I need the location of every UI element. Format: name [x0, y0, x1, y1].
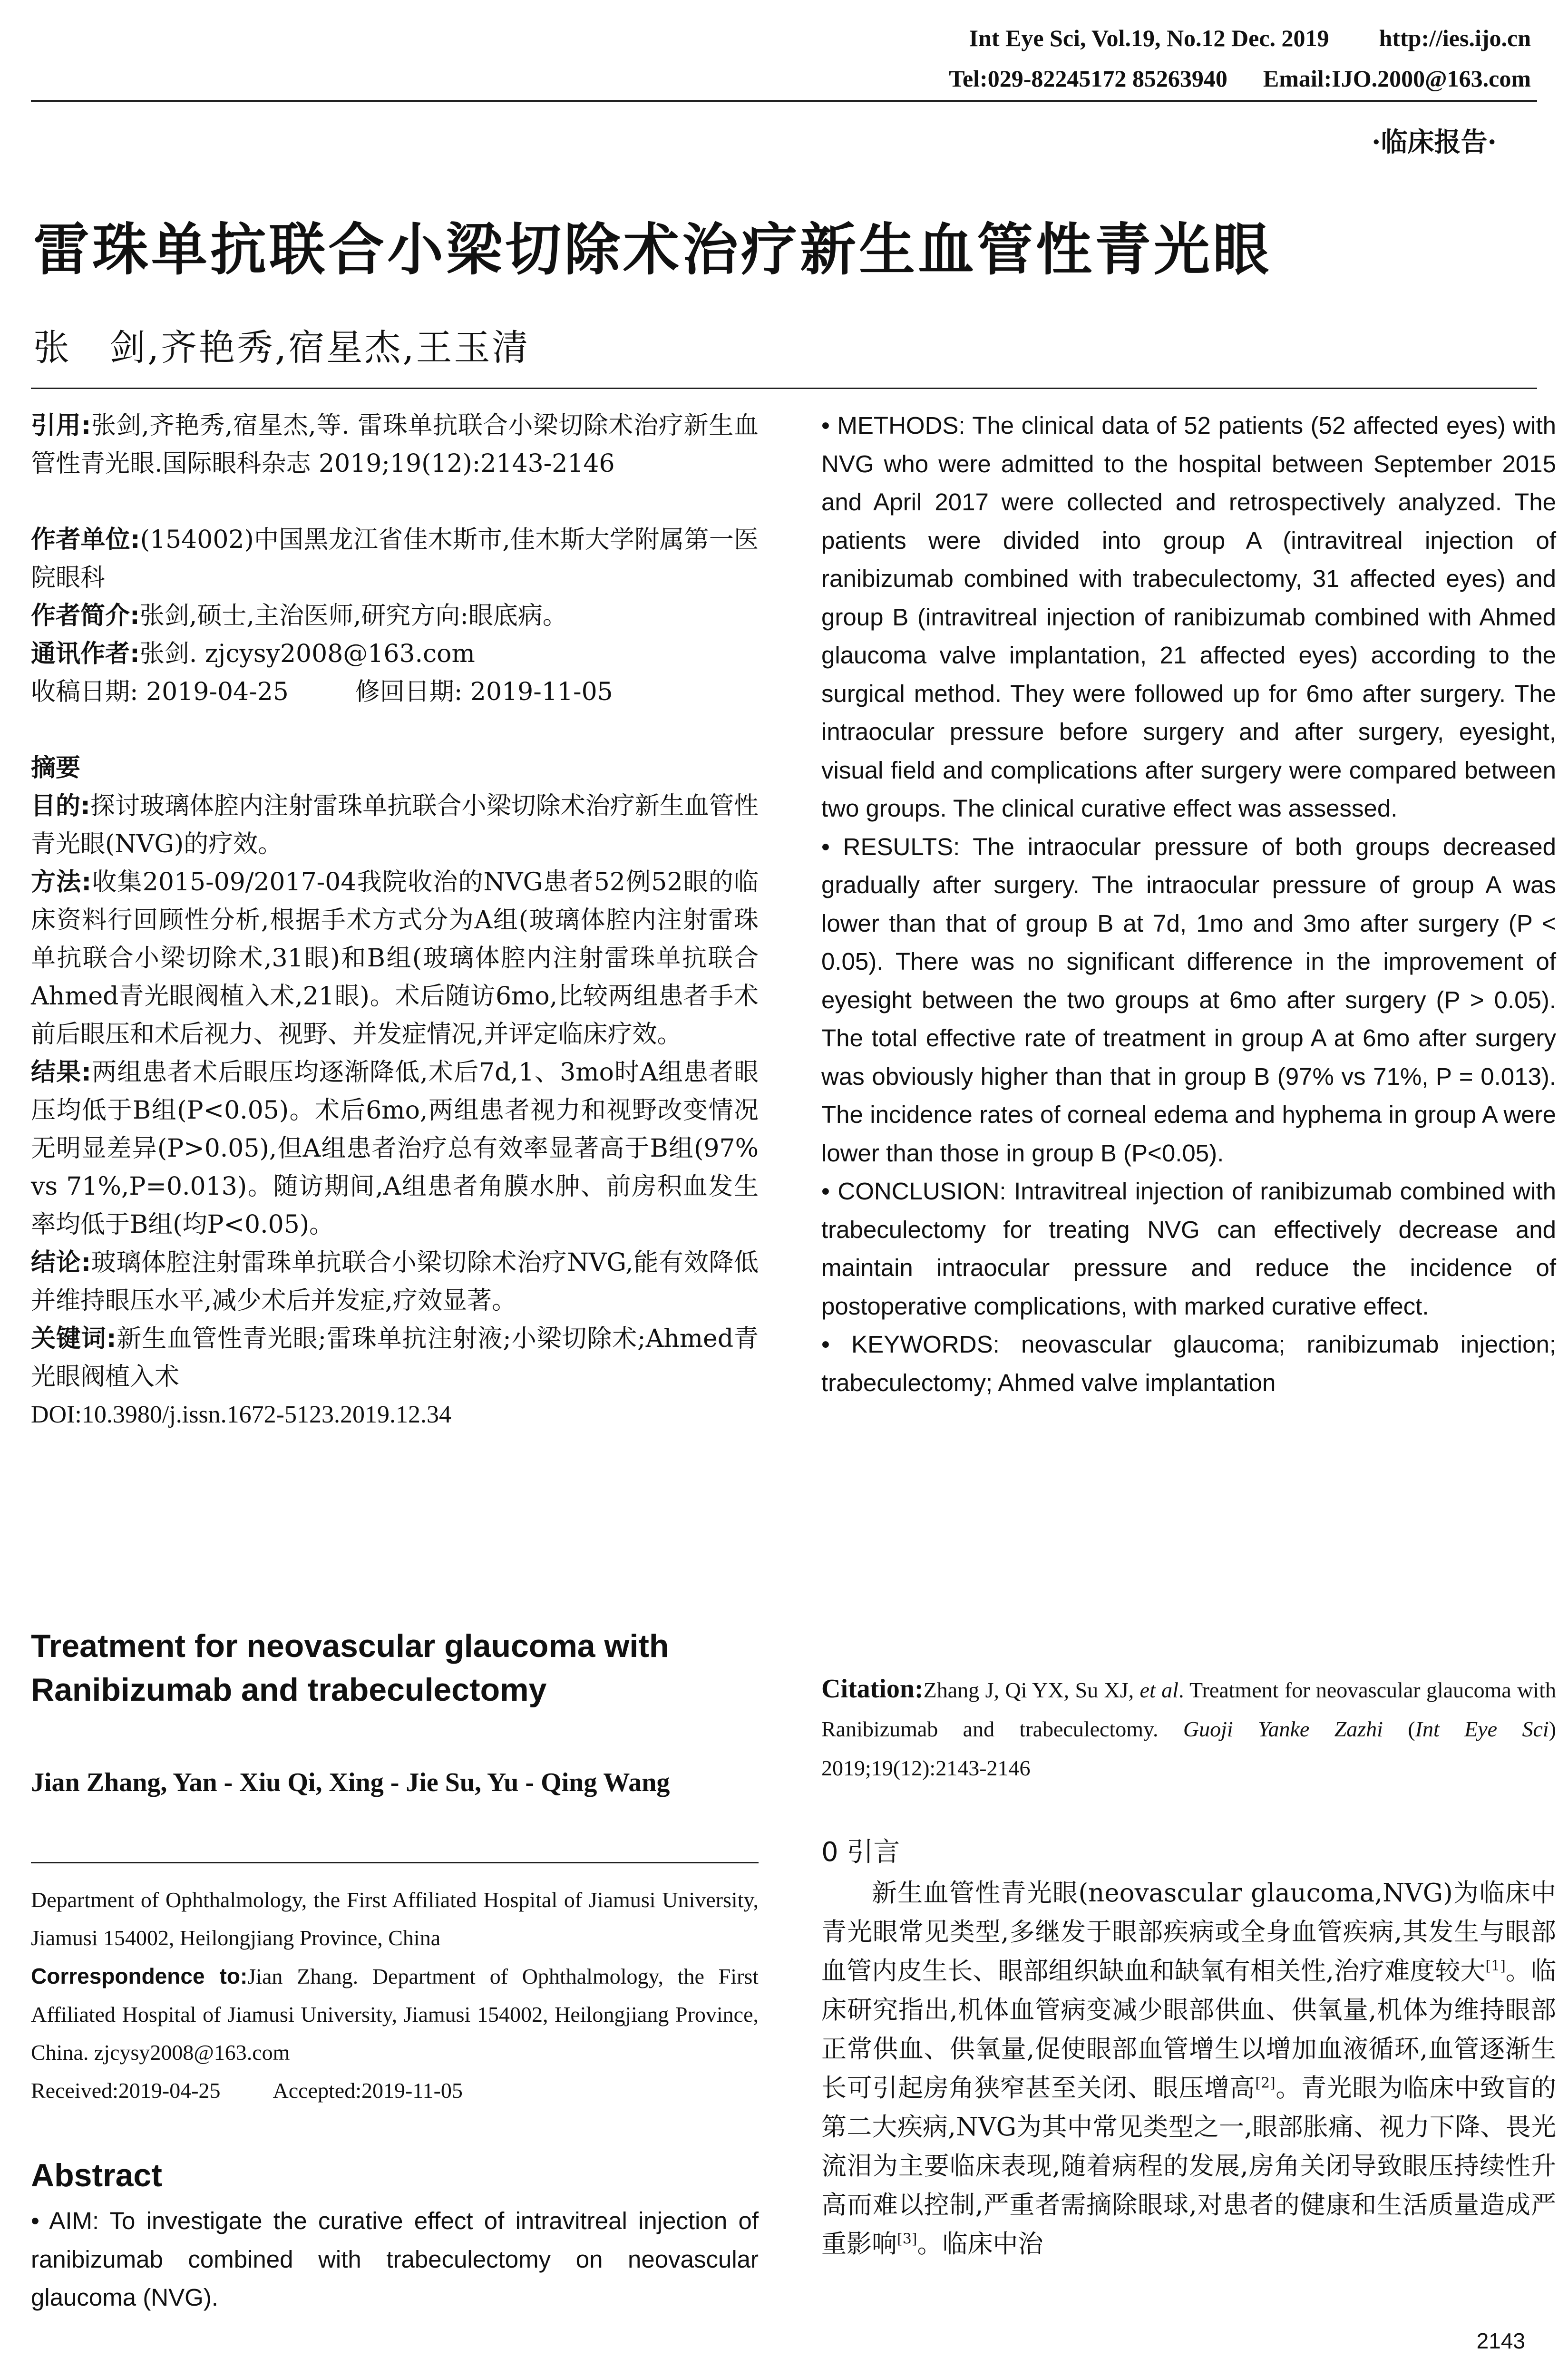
- abstract-aim-en-block: [31, 2202, 759, 2317]
- author-bio: 作者简介:张剑,硕士,主治医师,研究方向:眼底病。: [31, 602, 567, 630]
- abstract-aim-en: • AIM: To investigate the curative effect of intravitreal injection of ranibizumab combined with trabeculectomy on neovascular glaucoma (NVG).: [31, 2207, 759, 2311]
- english-affiliation: Department of Ophthalmology, the First Affiliated Hospital of Jiamusi University, Jiamusi 154002, Heilongjiang Province, China: [31, 1888, 759, 1950]
- journal-info: Int Eye Sci, Vol.19, No.12 Dec. 2019: [969, 25, 1329, 51]
- english-title: Treatment for neovascular glaucoma with Ranibizumab and trabeculectomy: [31, 1628, 669, 1708]
- right-column-abstract: [821, 407, 1556, 1402]
- abstract-results-en: • RESULTS: The intraocular pressure of both groups decreased gradually after surgery. The intraocular pressure of group A was lower than that of group B at 7d, 1mo and 3mo after surgery (P < 0.05). There was no significant difference in the improvement of eyesight between the two groups at 6mo after surgery (P > 0.05). The total effective rate of treatment in group A at 6mo after surgery was obviously higher than that in group B (97% vs 71%, P = 0.013). The incidence rates of corneal edema and hyphema in group A were lower than those in group B (P<0.05).: [821, 833, 1556, 1167]
- abstract-aim-cn: 目的:探讨玻璃体腔内注射雷珠单抗联合小梁切除术治疗新生血管性青光眼(NVG)的疗效。: [31, 792, 759, 858]
- abstract-keywords-en: • KEYWORDS: neovascular glaucoma; ranibizumab injection; trabeculectomy; Ahmed valve implantation: [821, 1331, 1556, 1396]
- journal-header-line1: [969, 26, 1531, 50]
- header-rule: [31, 100, 1537, 102]
- left-column: [31, 407, 759, 1434]
- citation-cn: 引用:张剑,齐艳秀,宿星杰,等. 雷珠单抗联合小梁切除术治疗新生血管性青光眼.国际眼科杂志 2019;19(12):2143-2146: [31, 411, 759, 478]
- abstract-conclusion-en: • CONCLUSION: Intravitreal injection of ranibizumab combined with trabeculectomy for treating NVG can effectively decrease and maintain intraocular pressure and reduce the incidence of postoperative complications, with marked curative effect.: [821, 1178, 1556, 1320]
- english-affiliation-block: [31, 1881, 759, 2110]
- abstract-heading-cn: 摘要: [31, 754, 81, 782]
- authors-cn: 张 剑,齐艳秀,宿星杰,王玉清: [33, 326, 530, 369]
- abstract-heading-en: Abstract: [31, 2157, 162, 2193]
- section-tag: ·临床报告·: [1372, 127, 1497, 158]
- ref-2[interactable]: [2]: [1255, 2075, 1276, 2092]
- doi[interactable]: DOI:10.3980/j.issn.1672-5123.2019.12.34: [31, 1401, 451, 1428]
- journal-email[interactable]: Email:IJO.2000@163.com: [1263, 65, 1531, 92]
- intro-body: [821, 1874, 1556, 2264]
- english-dates: Received:2019-04-25 Accepted:2019-11-05: [31, 2078, 463, 2103]
- english-citation: Citation:Zhang J, Qi YX, Su XJ, et al. Treatment for neovascular glaucoma with Ranibizumab and trabeculectomy. Guoji Yanke Zazhi (Int Eye Sci) 2019;19(12):2143-2146: [821, 1674, 1556, 1780]
- abstract-results-cn: 结果:两组患者术后眼压均逐渐降低,术后7d,1、3mo时A组患者眼压均低于B组(P<0.05)。术后6mo,两组患者视力和视野改变情况无明显差异(P>0.05),但A组患者治疗总有效率显著高于B组(97% vs 71%,P=0.013)。随访期间,A组患者角膜水肿、前房积血发生率均低于B组(均P<0.05)。: [31, 1058, 759, 1239]
- intro-heading: 0 引言: [821, 1837, 900, 1868]
- ref-3[interactable]: [3]: [897, 2231, 917, 2248]
- dates-cn: 收稿日期: 2019-04-25 修回日期: 2019-11-05: [31, 678, 613, 706]
- abstract-methods-en: • METHODS: The clinical data of 52 patients (52 affected eyes) with NVG who were admitted to the hospital between September 2015 and April 2017 were collected and retrospectively analyzed. The patients were divided into group A (intravitreal injection of ranibizumab combined with trabeculectomy, 31 affected eyes) and group B (intravitreal injection of ranibizumab combined with Ahmed glaucoma valve implantation, 21 affected eyes) according to the surgical method. They were followed up for 6mo after surgery. The intraocular pressure before surgery and after surgery, eyesight, visual field and complications after surgery were compared between two groups. The clinical curative effect was assessed.: [821, 412, 1556, 822]
- intro-paragraph: 新生血管性青光眼(neovascular glaucoma,NVG)为临床中青光眼常见类型,多继发于眼部疾病或全身血管疾病,其发生与眼部血管内皮生长、眼部组织缺血和缺氧有相关性,治疗难度较大[1]。临床研究指出,机体血管病变减少眼部供血、供氧量,机体为维持眼部正常供血、供氧量,促使眼部血管增生以增加血液循环,血管逐渐生长可引起房角狭窄甚至关闭、眼压增高[2]。青光眼为临床中致盲的第二大疾病,NVG为其中常见类型之一,眼部胀痛、视力下降、畏光流泪为主要临床表现,随着病程的发展,房角关闭导致眼压持续性升高而难以控制,严重者需摘除眼球,对患者的健康和生活质量造成严重影响[3]。临床中治: [821, 1879, 1557, 2259]
- authors-rule: [31, 1862, 759, 1863]
- ref-1[interactable]: [1]: [1485, 1958, 1506, 1975]
- journal-tel: Tel:029-82245172 85263940: [949, 65, 1227, 92]
- title-rule: [31, 388, 1537, 389]
- abstract-conclusion-cn: 结论:玻璃体腔注射雷珠单抗联合小梁切除术治疗NVG,能有效降低并维持眼压水平,减少术后并发症,疗效显著。: [31, 1248, 759, 1315]
- corresponding-author: 通讯作者:张剑. zjcysy2008@163.com: [31, 640, 475, 668]
- author-unit: 作者单位:(154002)中国黑龙江省佳木斯市,佳木斯大学附属第一医院眼科: [31, 526, 759, 592]
- english-authors: Jian Zhang, Yan - Xiu Qi, Xing - Jie Su, Yu - Qing Wang: [31, 1768, 670, 1797]
- english-correspondence: Correspondence to:Jian Zhang. Department of Ophthalmology, the First Affiliated Hospital of Jiamusi University, Jiamusi 154002, Heilongjiang Province, China. zjcysy2008@163.com: [31, 1964, 759, 2065]
- journal-url[interactable]: http://ies.ijo.cn: [1379, 25, 1531, 51]
- abstract-methods-cn: 方法:收集2015-09/2017-04我院收治的NVG患者52例52眼的临床资料行回顾性分析,根据手术方式分为A组(玻璃体腔内注射雷珠单抗联合小梁切除术,31眼)和B组(玻璃体腔内注射雷珠单抗联合Ahmed青光眼阀植入术,21眼)。术后随访6mo,比较两组患者手术前后眼压和术后视力、视野、并发症情况,并评定临床疗效。: [31, 868, 759, 1049]
- journal-header-line2: [949, 67, 1531, 90]
- keywords-cn: 关键词:新生血管性青光眼;雷珠单抗注射液;小梁切除术;Ahmed青光眼阀植入术: [31, 1325, 759, 1391]
- page-number: 2143: [1476, 2328, 1525, 2353]
- page-title: 雷珠单抗联合小梁切除术治疗新生血管性青光眼: [33, 217, 1272, 283]
